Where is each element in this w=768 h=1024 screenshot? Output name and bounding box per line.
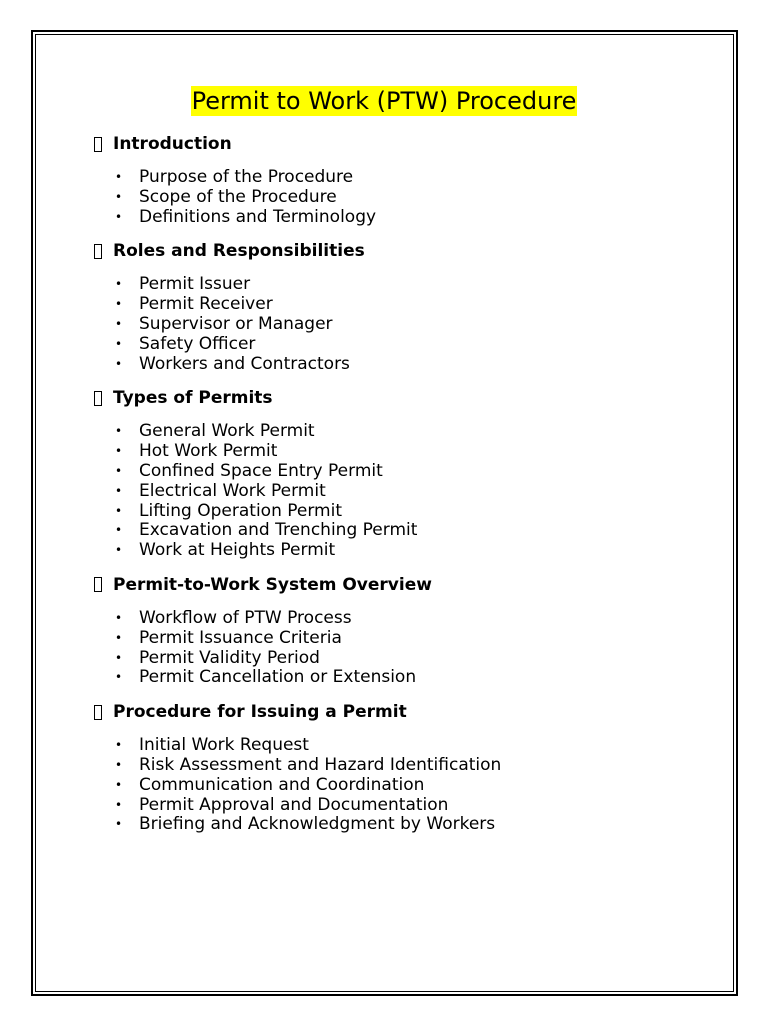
list-item-text: Workers and Contractors bbox=[139, 353, 350, 374]
list-item bbox=[92, 815, 712, 835]
list-item bbox=[92, 188, 712, 208]
list-item bbox=[92, 609, 712, 629]
list-item-text: Purpose of the Procedure bbox=[139, 167, 354, 187]
list-item bbox=[92, 335, 712, 355]
bullet-icon: • bbox=[115, 209, 123, 224]
list-item bbox=[92, 422, 712, 442]
list-item-text: Electrical Work Permit bbox=[139, 480, 326, 501]
list-item-text: Hot Work Permit bbox=[139, 441, 278, 462]
list-item-text: Lifting Operation Permit bbox=[139, 500, 342, 521]
list-item bbox=[92, 756, 712, 776]
bullet-icon: • bbox=[115, 170, 123, 184]
section-heading-label: Procedure for Issuing a Permit bbox=[113, 702, 407, 723]
bullet-icon: • bbox=[115, 356, 123, 371]
bullet-icon: • bbox=[115, 543, 123, 558]
list-item-text: Permit Issuer bbox=[139, 274, 251, 295]
bullet-icon: • bbox=[115, 650, 123, 665]
section-heading-label: Roles and Responsibilities bbox=[113, 241, 365, 262]
section-heading-label: Types of Permits bbox=[113, 388, 273, 409]
list-item-text: Definitions and Terminology bbox=[139, 206, 377, 227]
bullet-icon: • bbox=[115, 523, 123, 538]
bullet-icon: • bbox=[115, 316, 123, 331]
list-item bbox=[92, 668, 712, 688]
missing-glyph-box-icon bbox=[94, 577, 102, 592]
list-item-text: Safety Officer bbox=[139, 333, 256, 354]
section-bullet-list bbox=[92, 609, 712, 688]
missing-glyph-box-icon bbox=[94, 705, 102, 720]
missing-glyph-box-icon bbox=[94, 137, 102, 152]
section-heading bbox=[92, 572, 712, 598]
list-item bbox=[92, 649, 712, 669]
list-item-text: Communication and Coordination bbox=[139, 774, 425, 795]
list-item-text: Work at Heights Permit bbox=[139, 540, 336, 561]
list-item-text: Confined Space Entry Permit bbox=[139, 460, 383, 481]
list-item-text: Initial Work Request bbox=[139, 735, 309, 756]
missing-glyph-box-icon bbox=[94, 391, 102, 406]
list-item bbox=[92, 295, 712, 315]
list-item bbox=[92, 521, 712, 541]
list-item-text: General Work Permit bbox=[139, 421, 315, 442]
list-item bbox=[92, 776, 712, 796]
bullet-icon: • bbox=[115, 817, 123, 832]
list-item bbox=[92, 315, 712, 335]
bullet-icon: • bbox=[115, 444, 123, 459]
list-item-text: Supervisor or Manager bbox=[139, 313, 333, 334]
list-item bbox=[92, 442, 712, 462]
bullet-icon: • bbox=[115, 670, 123, 685]
section-heading-label: Permit-to-Work System Overview bbox=[113, 574, 432, 595]
list-item-text: Workflow of PTW Process bbox=[139, 607, 352, 628]
section-heading bbox=[92, 385, 712, 411]
list-item-text: Permit Validity Period bbox=[139, 647, 320, 668]
list-item bbox=[92, 462, 712, 482]
list-item-text: Permit Approval and Documentation bbox=[139, 794, 449, 815]
list-item-text: Excavation and Trenching Permit bbox=[139, 520, 418, 541]
bullet-icon: • bbox=[115, 277, 123, 292]
section-heading-label: Introduction bbox=[113, 134, 232, 154]
section-heading bbox=[92, 131, 712, 157]
list-item-text: Scope of the Procedure bbox=[139, 186, 337, 207]
bullet-icon: • bbox=[115, 297, 123, 312]
section-bullet-list bbox=[92, 275, 712, 374]
list-item-text: Risk Assessment and Hazard Identification bbox=[139, 754, 502, 775]
bullet-icon: • bbox=[115, 738, 123, 753]
document-body bbox=[92, 131, 712, 846]
section-bullet-list bbox=[92, 736, 712, 835]
bullet-icon: • bbox=[115, 757, 123, 772]
list-item-text: Permit Receiver bbox=[139, 294, 273, 315]
section-heading bbox=[92, 238, 712, 264]
list-item bbox=[92, 208, 712, 228]
list-item-text: Permit Cancellation or Extension bbox=[139, 667, 417, 688]
bullet-icon: • bbox=[115, 630, 123, 645]
list-item bbox=[92, 629, 712, 649]
list-item bbox=[92, 168, 712, 188]
bullet-icon: • bbox=[115, 189, 123, 204]
bullet-icon: • bbox=[115, 797, 123, 812]
document-title: Permit to Work (PTW) Procedure bbox=[191, 87, 577, 115]
section-bullet-list bbox=[92, 168, 712, 227]
list-item bbox=[92, 355, 712, 375]
list-item bbox=[92, 736, 712, 756]
list-item-text: Permit Issuance Criteria bbox=[139, 627, 342, 648]
section-heading bbox=[92, 699, 712, 725]
bullet-icon: • bbox=[115, 463, 123, 478]
bullet-icon: • bbox=[115, 610, 123, 625]
list-item bbox=[92, 275, 712, 295]
section-bullet-list bbox=[92, 422, 712, 561]
list-item bbox=[92, 541, 712, 561]
list-item-text: Briefing and Acknowledgment by Workers bbox=[139, 814, 496, 835]
missing-glyph-box-icon bbox=[94, 244, 102, 259]
bullet-icon: • bbox=[115, 777, 123, 792]
list-item bbox=[92, 482, 712, 502]
title-wrap bbox=[0, 86, 768, 116]
list-item bbox=[92, 796, 712, 816]
list-item bbox=[92, 502, 712, 522]
bullet-icon: • bbox=[115, 483, 123, 498]
bullet-icon: • bbox=[115, 503, 123, 518]
bullet-icon: • bbox=[115, 424, 123, 439]
bullet-icon: • bbox=[115, 336, 123, 351]
